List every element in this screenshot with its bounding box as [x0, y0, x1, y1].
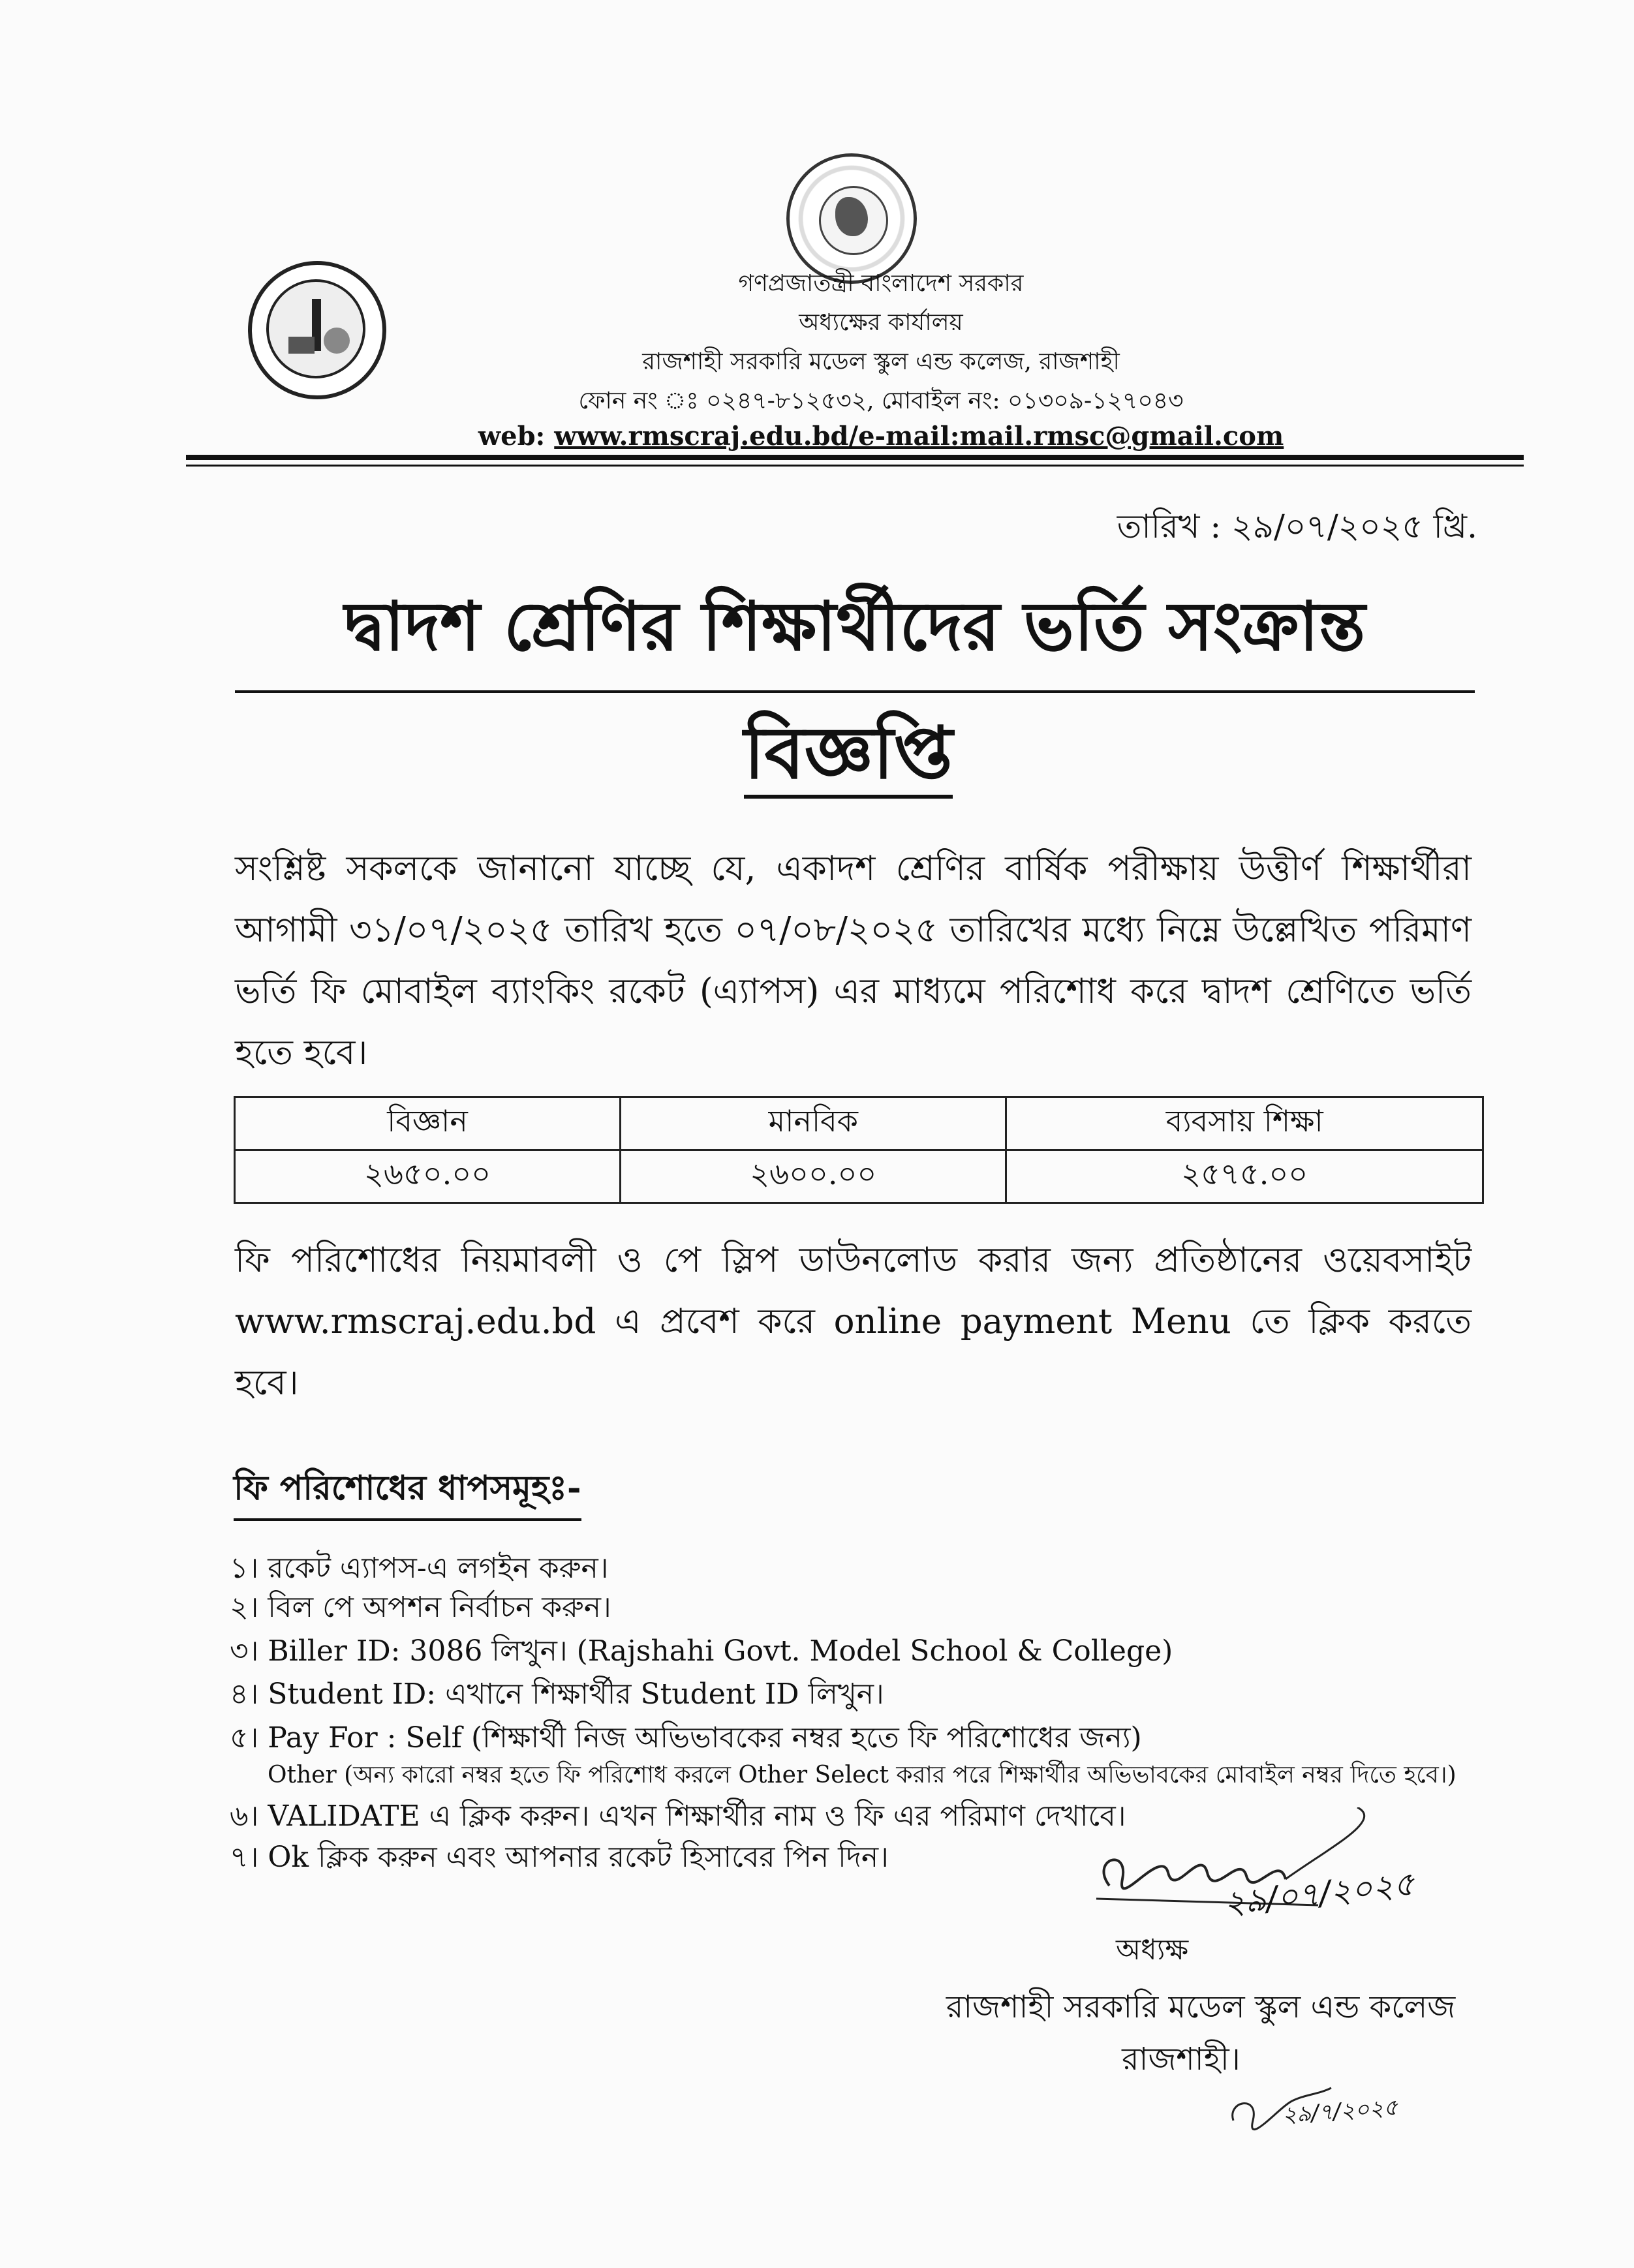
step-item: ৭। Ok ক্লিক করুন এবং আপনার রকেট হিসাবের পিন দিন।: [230, 1841, 889, 1874]
table-header-row: [235, 1097, 1483, 1150]
school-logo: [248, 261, 386, 399]
table-header-cell: ব্যবসায় শিক্ষা: [1006, 1097, 1483, 1150]
table-cell: ২৬৫০.০০: [235, 1150, 621, 1203]
web-email-link[interactable]: www.rmscraj.edu.bd/e-mail:mail.rmsc@gmail.com: [554, 421, 1284, 452]
signatory-city: রাজশাহী।: [1122, 2041, 1241, 2077]
notice-date: তারিখ : ২৯/০৭/২০২৫ খ্রি.: [1117, 508, 1477, 545]
body-paragraph-1: সংশ্লিষ্ট সকলকে জানানো যাচ্ছে যে, একাদশ শ্রেণির বার্ষিক পরীক্ষায় উত্তীর্ণ শিক্ষার্থীরা আগামী ৩১/০৭/২০২৫ তারিখ হতে ০৭/০৮/২০২৫ তারিখের মধ্যে নিম্নে উল্লেখিত পরিমাণ ভর্তি ফি মোবাইল ব্যাংকিং রকেট (এ্যাপস) এর মাধ্যমে পরিশোধ করে দ্বাদশ শ্রেণিতে ভর্তি হতে হবে।: [235, 849, 1472, 1073]
initial-date: ২৯/৭/২০২৫: [1281, 2094, 1399, 2129]
header-divider-thin: [186, 465, 1524, 467]
office-name: অধ্যক্ষের কার্যালয়: [799, 309, 963, 336]
government-name: গণপ্রজাতন্ত্রী বাংলাদেশ সরকার: [738, 270, 1024, 297]
signatory-institution: রাজশাহী সরকারি মডেল স্কুল এন্ড কলেজ: [946, 1989, 1456, 2025]
notice-subtitle: [653, 698, 1044, 818]
step-item: ২। বিল পে অপশন নির্বাচন করুন।: [230, 1591, 611, 1624]
contact-phone: ফোন নং ঃ ০২৪৭-৮১২৫৩২, মোবাইল নং: ০১৩০৯-১২৭০৪৩: [578, 388, 1184, 414]
web-label: web:: [478, 421, 546, 452]
step-item: ৬। VALIDATE এ ক্লিক করুন। এখন শিক্ষার্থীর নাম ও ফি এর পরিমাণ দেখাবে।: [230, 1800, 1126, 1833]
step-item: ৫। Pay For : Self (শিক্ষার্থী নিজ অভিভাবকের নম্বর হতে ফি পরিশোধের জন্য): [230, 1721, 1142, 1755]
step-item: ১। রকেট এ্যাপস-এ লগইন করুন।: [230, 1552, 609, 1585]
step-item: ৪। Student ID: এখানে শিক্ষার্থীর Student ID লিখুন।: [230, 1678, 884, 1711]
fee-table: [234, 1096, 1484, 1204]
government-emblem-logo: [786, 153, 917, 284]
body-paragraph-2: ফি পরিশোধের নিয়মাবলী ও পে স্লিপ ডাউনলোড করার জন্য প্রতিষ্ঠানের ওয়েবসাইট www.rmscraj.edu.bd এ প্রবেশ করে online payment Menu তে ক্লিক করতে হবে।: [235, 1240, 1472, 1403]
header-divider: [186, 455, 1524, 460]
table-header-cell: বিজ্ঞান: [235, 1097, 621, 1150]
signature-date: ২৯/০৭/২০২৫: [1222, 1864, 1417, 1923]
step-item-note: Other (অন্য কারো নম্বর হতে ফি পরিশোধ করলে Other Select করার পরে শিক্ষার্থীর অভিভাবকের মোবাইল নম্বর দিতে হবে।): [268, 1762, 1457, 1788]
table-cell: ২৬০০.০০: [621, 1150, 1006, 1203]
table-header-cell: মানবিক: [621, 1097, 1006, 1150]
web-email-line: [457, 421, 1305, 452]
step-item: ৩। Biller ID: 3086 লিখুন। (Rajshahi Govt. Model School & College): [230, 1634, 1173, 1668]
signatory-title: অধ্যক্ষ: [1116, 1933, 1189, 1967]
notice-title: দ্বাদশ শ্রেণির শিক্ষার্থীদের ভর্তি সংক্রান্ত: [235, 574, 1475, 693]
notice-subtitle-text: বিজ্ঞপ্তি: [744, 711, 953, 799]
steps-heading: ফি পরিশোধের ধাপসমূহঃ-: [234, 1462, 581, 1521]
table-cell: ২৫৭৫.০০: [1006, 1150, 1483, 1203]
institution-name: রাজশাহী সরকারি মডেল স্কুল এন্ড কলেজ, রাজশাহী: [642, 348, 1120, 375]
table-row: [235, 1150, 1483, 1203]
